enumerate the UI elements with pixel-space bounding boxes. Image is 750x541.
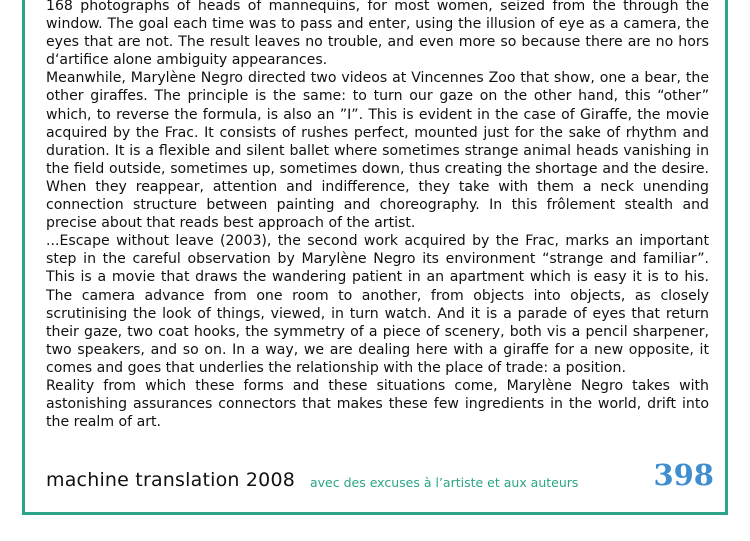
paragraph-giraffe: Meanwhile, Marylène Negro directed two videos at Vincennes Zoo that show, one a bear, the other giraffes. The principle is the same: to turn our gaze on the other hand, this “other” which, to reverse the formula, is also an ”I”. This is evident in the case of Giraffe, the movie acquired by the Frac. It consists of rushes perfect, mounted just for the sake of rhythm and duration. It is a flexible and silent ballet where sometimes strange animal heads vanishing in the field outside, sometimes up, sometimes down, thus creating the shortage and the desire. When they reappear, attention and indifference, they take with them a neck unending connection structure between painting and choreography. In this frôlement stealth and precise about that reads best approach of the artist. (46, 70, 709, 232)
footer-label: machine translation 2008 (46, 469, 296, 491)
footer-note: avec des excuses à l’artiste et aux auteurs (310, 475, 579, 490)
body-text (46, 0, 709, 431)
paragraph-reality: Reality from which these forms and these situations come, Marylène Negro takes with astonishing assurances connectors that makes these few ingredients in the world, drift into the realm of art. (46, 377, 709, 431)
paragraph-escape: ...Escape without leave (2003), the second work acquired by the Frac, marks an important step in the careful observation by Marylène Negro its environment “strange and familiar”. This is a movie that draws the wandering patient in an apartment which is easy it is to his. The camera advance from one room to another, from objects into objects, as closely scrutinising the look of things, viewed, in turn watch. And it is a parade of eyes that return their gaze, two coat hooks, the symmetry of a piece of scenery, both vis a pencil sharpener, two speakers, and so on. In a way, we are dealing here with a giraffe for a new opposite, it comes and goes that underlies the relationship with the place of trade: a position. (46, 233, 709, 376)
page-number: 398 (653, 458, 714, 492)
paragraph-mannequins: 168 photographs of heads of mannequins, for most women, seized from the through the window. The goal each time was to pass and enter, using the illusion of eye as a camera, the eyes that are not. The result leaves no trouble, and even more so because there are no hors d‘artifice alone ambiguity appearances. (46, 0, 709, 69)
